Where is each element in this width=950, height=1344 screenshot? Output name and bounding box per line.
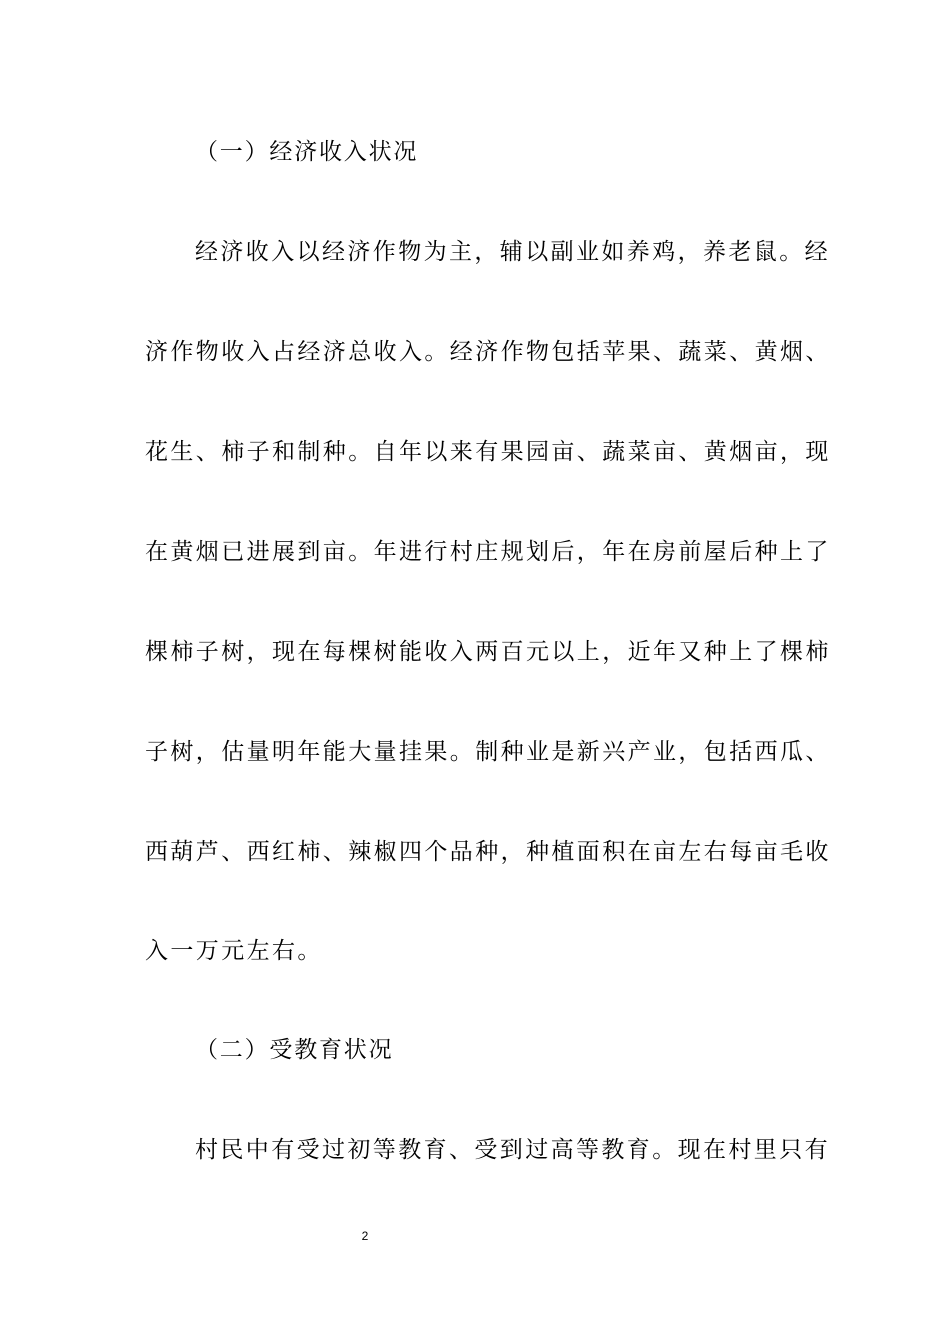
- paragraph-line: 村民中有受过初等教育、受到过高等教育。现在村里只有: [195, 1137, 830, 1163]
- paragraph-line: 在黄烟已进展到亩。年进行村庄规划后，年在房前屋后种上了: [145, 539, 831, 565]
- paragraph-line: 经济收入以经济作物为主，辅以副业如养鸡，养老鼠。经: [195, 239, 830, 265]
- page-number: 2: [361, 1229, 369, 1243]
- section-heading-economy: （一）经济收入状况: [195, 139, 419, 165]
- section-heading-education: （二）受教育状况: [195, 1037, 394, 1063]
- paragraph-line: 棵柿子树，现在每棵树能收入两百元以上，近年又种上了棵柿: [145, 639, 831, 665]
- paragraph-line: 子树，估量明年能大量挂果。制种业是新兴产业，包括西瓜、: [145, 739, 831, 765]
- paragraph-line: 济作物收入占经济总收入。经济作物包括苹果、蔬菜、黄烟、: [145, 339, 831, 365]
- paragraph-line: 入一万元左右。: [145, 938, 323, 964]
- paragraph-line: 西葫芦、西红柿、辣椒四个品种，种植面积在亩左右每亩毛收: [145, 839, 831, 865]
- paragraph-line: 花生、柿子和制种。自年以来有果园亩、蔬菜亩、黄烟亩，现: [145, 439, 831, 465]
